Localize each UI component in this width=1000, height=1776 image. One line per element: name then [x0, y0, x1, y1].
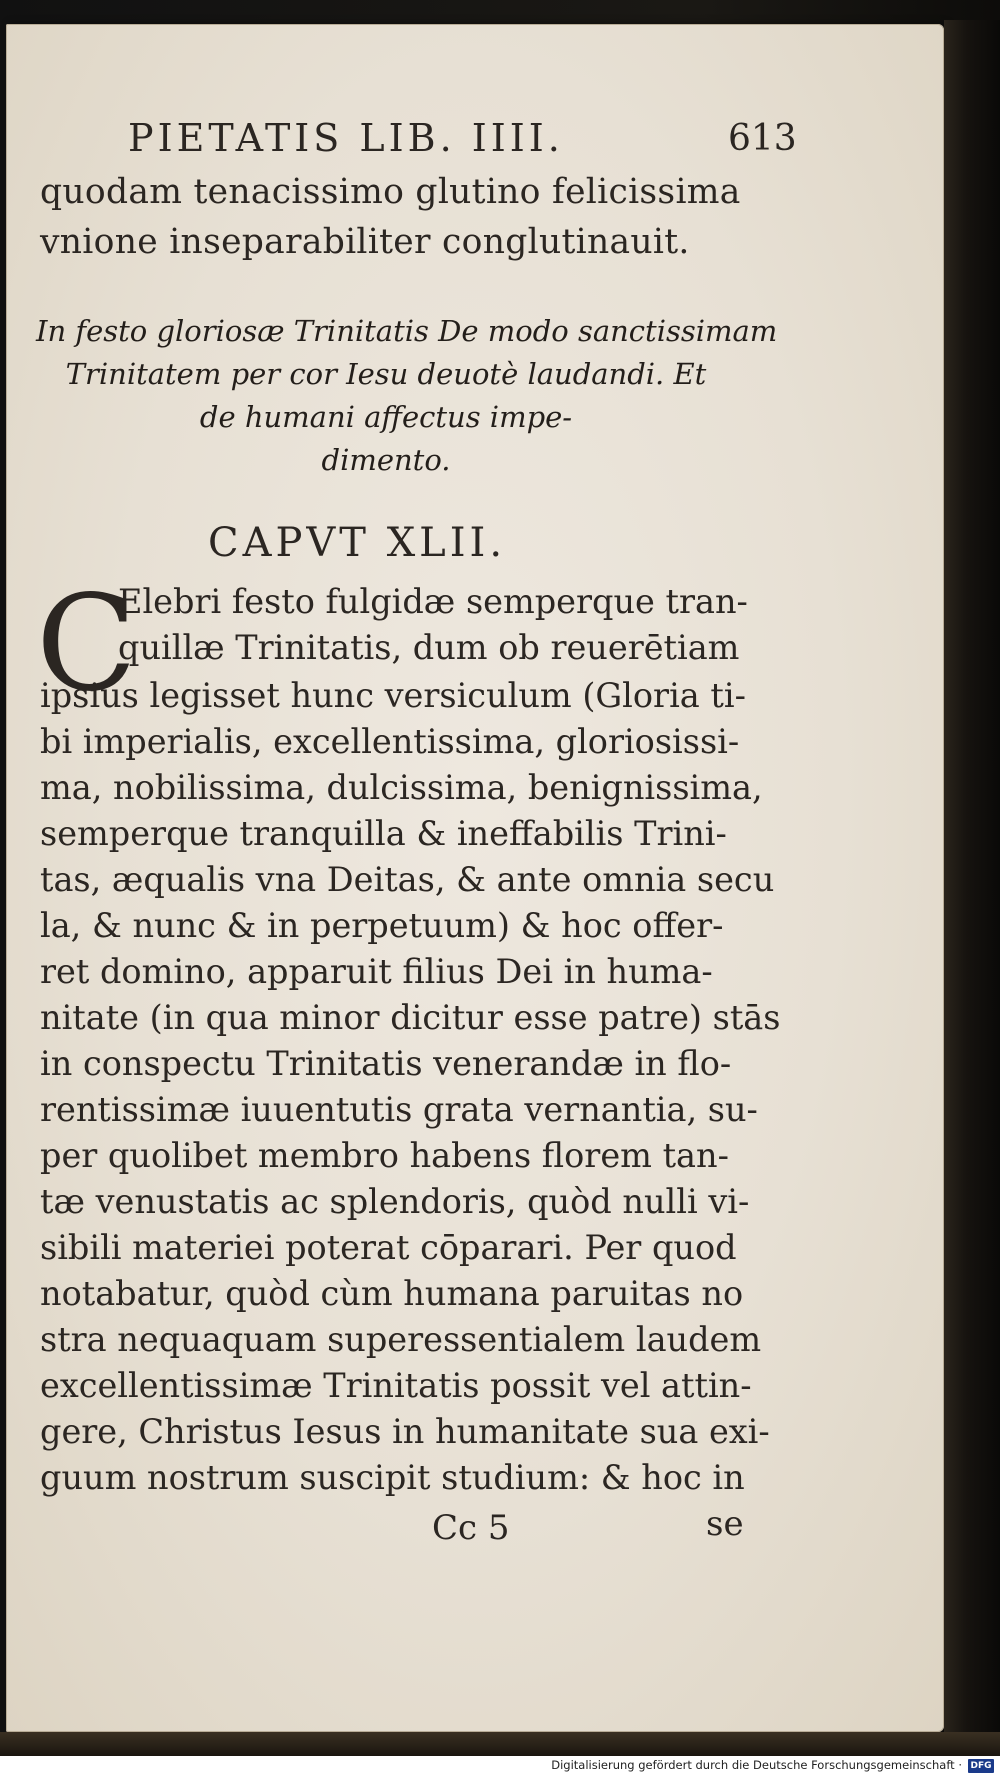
body-line: bi imperialis, excellentissima, gloriosissi-: [40, 722, 740, 761]
chapter-heading: [36, 310, 778, 482]
chapter-heading-line: Trinitatem per cor Iesu deuotè laudandi. Et: [65, 357, 707, 391]
chapter-heading-line: de humani affectus impe-: [199, 400, 573, 434]
body-line: sibili materiei poterat cōparari. Per quod: [40, 1228, 737, 1267]
body-line: la, & nunc & in perpetuum) & hoc offer-: [40, 906, 724, 945]
body-line: rentissimæ iuuentutis grata vernantia, su-: [40, 1090, 758, 1129]
chapter-heading-line: In festo gloriosæ Trinitatis De modo sanctissimam: [36, 314, 778, 348]
body-line: quillæ Trinitatis, dum ob reuerētiam: [118, 628, 740, 667]
running-head: PIETATIS LIB. IIII.: [128, 116, 564, 160]
body-line: ret domino, apparuit filius Dei in huma-: [40, 952, 713, 991]
catchword: se: [706, 1504, 744, 1544]
body-line: in conspectu Trinitatis venerandæ in flo-: [40, 1044, 732, 1083]
body-line: Elebri festo fulgidæ semperque tran-: [118, 582, 748, 621]
body-line: notabatur, quòd cùm humana paruitas no: [40, 1274, 744, 1313]
body-line: gere, Christus Iesus in humanitate sua exi-: [40, 1412, 770, 1451]
body-line: ma, nobilissima, dulcissima, benignissima,: [40, 768, 763, 807]
body-line: stra nequaquam superessentialem laudem: [40, 1320, 762, 1359]
body-line: tæ venustatis ac splendoris, quòd nulli vi-: [40, 1182, 750, 1221]
body-line: ipsius legisset hunc versiculum (Gloria ti-: [40, 676, 746, 715]
page-bottom-edge: [0, 1732, 1000, 1756]
body-line: tas, æqualis vna Deitas, & ante omnia secu: [40, 860, 775, 899]
chapter-heading-line: dimento.: [321, 443, 451, 477]
continuation-line: vnione inseparabiliter conglutinauit.: [40, 222, 690, 262]
body-line: nitate (in qua minor dicitur esse patre) stās: [40, 998, 781, 1037]
page-number: 613: [728, 118, 797, 159]
chapter-number: CAPVT XLII.: [208, 520, 507, 566]
dfg-logo-icon: DFG: [968, 1759, 994, 1773]
body-line: per quolibet membro habens florem tan-: [40, 1136, 729, 1175]
continuation-line: quodam tenacissimo glutino felicissima: [40, 172, 741, 212]
digitization-footer: [0, 1756, 1000, 1776]
body-line: semperque tranquilla & ineffabilis Trini-: [40, 814, 727, 853]
drop-cap: C: [36, 567, 137, 721]
signature-mark: Cc 5: [432, 1508, 510, 1548]
body-line: guum nostrum suscipit studium: & hoc in: [40, 1458, 745, 1497]
footer-credit: Digitalisierung gefördert durch die Deutsche Forschungsgemeinschaft ·: [551, 1758, 962, 1772]
body-line: excellentissimæ Trinitatis possit vel attin-: [40, 1366, 752, 1405]
book-edge: [944, 20, 1000, 1736]
